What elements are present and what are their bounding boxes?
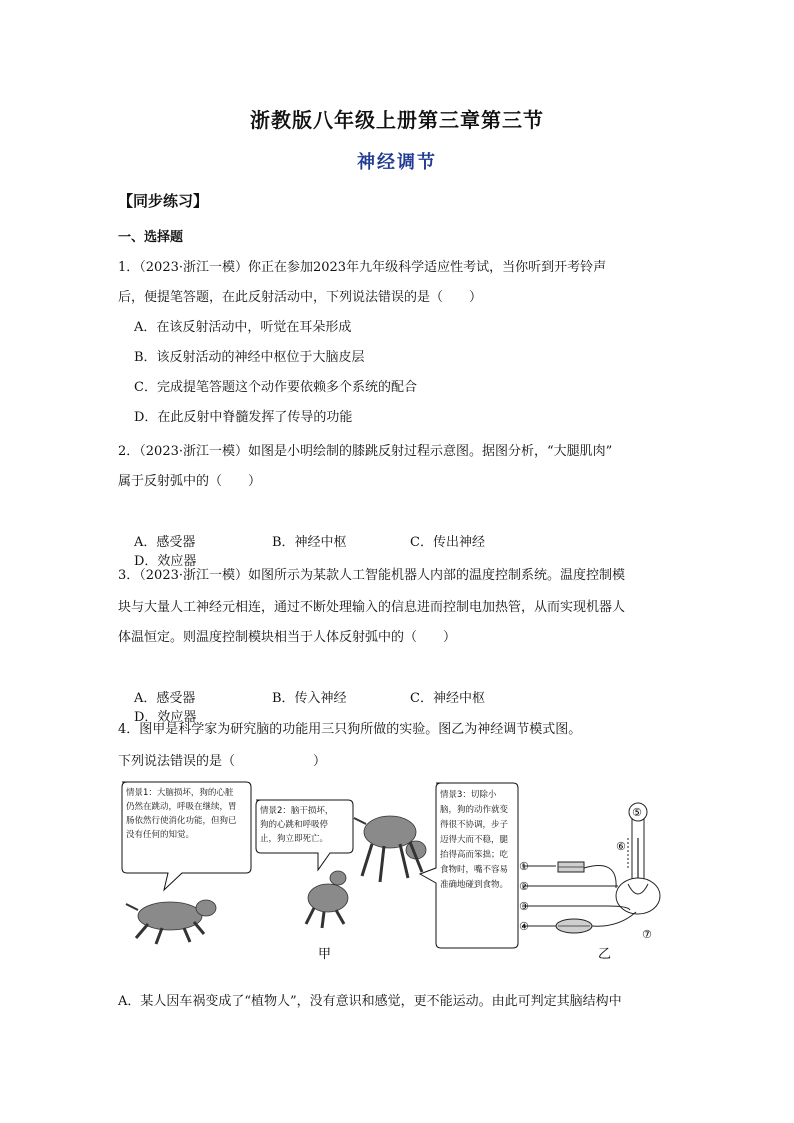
q1-line-2: 后，便提笔答题，在此反射活动中，下列说法错误的是（ ）	[118, 290, 483, 305]
svg-text:迈得大而不稳，腿	[440, 834, 509, 845]
svg-text:脑，狗的动作就变	[440, 804, 509, 815]
bubble3-line-7: 准确地碰到食物。	[440, 880, 509, 890]
bubble3-line-2: 脑，狗的动作就变	[440, 805, 509, 815]
bubble3-line-1: 情景3：切除小	[440, 790, 497, 800]
q2-option-d: D．效应器	[134, 554, 197, 569]
q2-option-a: A．感受器	[134, 535, 196, 550]
q2-option-b: B．神经中枢	[272, 535, 347, 550]
reflex-arc-diagram	[522, 803, 660, 933]
svg-text:仍然在跳动，呼吸在继续，胃	[126, 801, 237, 812]
q3-line-1: 3．（2023·浙江一模）如图所示为某款人工智能机器人内部的温度控制系统。温度控制模	[118, 568, 625, 583]
q3-option-c: C．神经中枢	[410, 691, 485, 706]
q4-option-a: A．某人因车祸变成了“植物人”，没有意识和感觉，更不能运动。由此可判定其脑结构中	[118, 994, 622, 1009]
q2-line-2: 属于反射弧中的（ ）	[118, 474, 262, 489]
q4-figure	[118, 778, 678, 968]
q1-option-c: C．完成提笔答题这个动作要依赖多个系统的配合	[134, 380, 417, 395]
svg-text:抬得高而笨拙；吃	[440, 849, 509, 860]
q1-option-a: A．在该反射活动中，听觉在耳朵形成	[134, 320, 352, 335]
bubble3-line-3: 得很不协调，步子	[440, 820, 509, 830]
q3-line-3: 体温恒定。则温度控制模块相当于人体反射弧中的（ ）	[118, 630, 457, 645]
q1-line-1: 1．（2023·浙江一模）你正在参加2023年九年级科学适应性考试，当你听到开考铃声	[118, 260, 607, 275]
marker-2: ②	[519, 880, 529, 893]
dog-illustration-1	[126, 900, 216, 944]
bubble3-line-4: 迈得大而不稳，腿	[440, 835, 509, 845]
q4-line-1: 4．图甲是科学家为研究脑的功能用三只狗所做的实验。图乙为神经调节模式图。	[118, 722, 582, 737]
dog-illustration-2	[306, 871, 348, 928]
q4-line-2: 下列说法错误的是（ ）	[118, 754, 327, 769]
bubble3-line-5: 抬得高而笨拙；吃	[440, 850, 509, 860]
svg-text:肠依然行使消化功能，但狗已	[126, 815, 237, 826]
bubble-scene-3	[420, 783, 518, 948]
page-title: 浙教版八年级上册第三章第三节	[250, 108, 544, 132]
bubble1-line-1: 情景1：大脑损坏，狗的心脏	[126, 788, 234, 798]
svg-text:狗的心跳和呼吸停	[260, 819, 329, 830]
svg-text:情景3：切除小	[440, 789, 497, 800]
q1-option-b: B．该反射活动的神经中枢位于大脑皮层	[134, 350, 365, 365]
bubble2-line-2: 狗的心跳和呼吸停	[260, 820, 329, 830]
q3-option-d: D．效应器	[134, 710, 197, 725]
q2-option-c: C．传出神经	[410, 535, 485, 550]
bubble3-line-6: 食物时，嘴不容易	[440, 865, 509, 875]
q3-option-a: A．感受器	[134, 691, 196, 706]
label-jia: 甲	[318, 947, 332, 962]
svg-text:没有任何的知觉。	[126, 829, 194, 840]
svg-text:得很不协调，步子	[440, 819, 509, 830]
marker-1: ①	[519, 860, 529, 873]
q3-line-2: 块与大量人工神经元相连，通过不断处理输入的信息进而控制电加热管，从而实现机器人	[118, 600, 626, 615]
page-subtitle: 神经调节	[357, 152, 437, 173]
q3-option-b: B．传入神经	[272, 691, 347, 706]
marker-4: ④	[519, 920, 529, 933]
section-label: 【同步练习】	[118, 192, 209, 210]
bubble-scene-2	[256, 800, 353, 870]
bubble2-line-1: 情景2：脑干损坏，	[260, 806, 334, 816]
q1-option-d: D．在此反射中脊髓发挥了传导的功能	[134, 410, 353, 425]
svg-text:情景1：大脑损坏，狗的心脏	[126, 787, 234, 798]
svg-text:准确地碰到食物。	[440, 879, 508, 890]
bubble1-line-4: 没有任何的知觉。	[126, 830, 195, 840]
svg-text:止，狗立即死亡。	[260, 833, 328, 844]
marker-5: ⑤	[632, 806, 642, 819]
marker-7: ⑦	[642, 928, 652, 941]
bubble-scene-1	[122, 782, 251, 890]
subsection-label: 一、选择题	[118, 230, 184, 245]
q2-line-1: 2．（2023·浙江一模）如图是小明绘制的膝跳反射过程示意图。据图分析，“大腿肌肉”	[118, 444, 613, 459]
bubble2-line-3: 止，狗立即死亡。	[260, 834, 329, 844]
svg-text:情景2：脑干损坏，	[260, 805, 333, 816]
bubble1-line-2: 仍然在跳动，呼吸在继续，胃	[126, 802, 237, 812]
bubble1-line-3: 肠依然行使消化功能，但狗已	[126, 816, 237, 826]
marker-6: ⑥	[616, 840, 626, 853]
dog-illustration-3	[354, 816, 426, 882]
label-yi: 乙	[598, 947, 612, 962]
svg-text:食物时，嘴不容易	[440, 864, 508, 875]
marker-3: ③	[519, 900, 529, 913]
